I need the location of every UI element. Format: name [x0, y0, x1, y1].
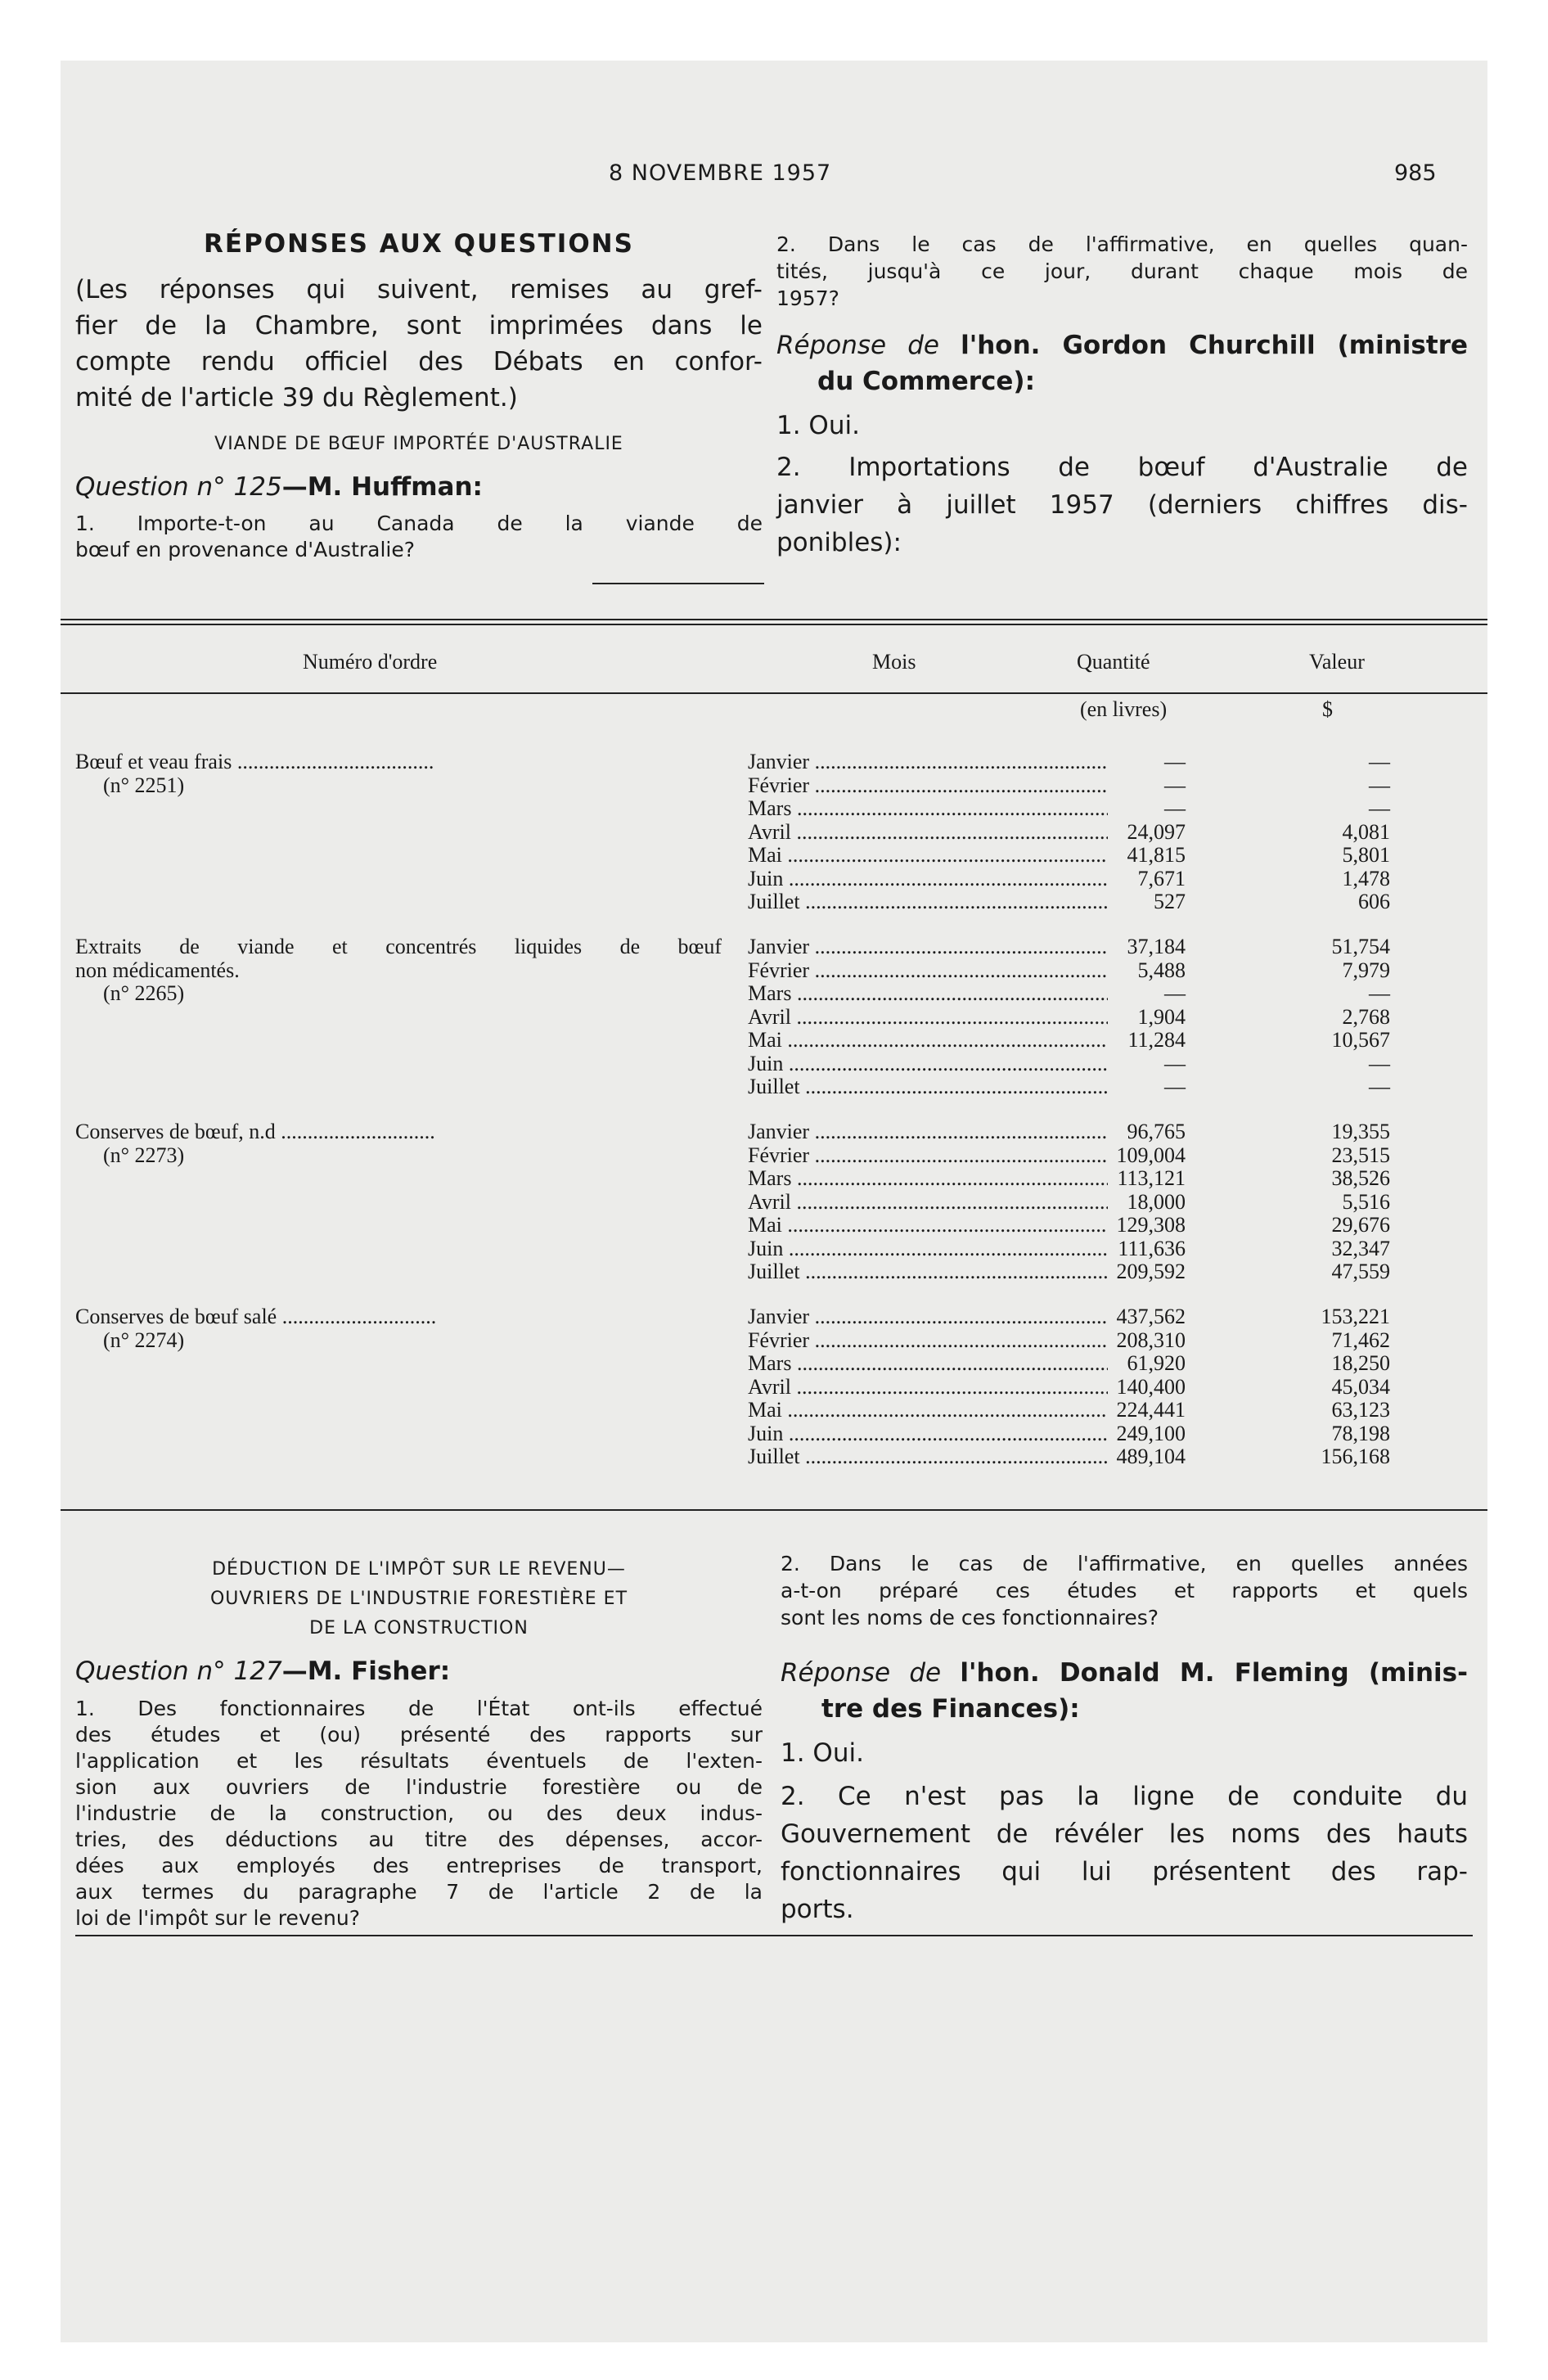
month-cell: Mai .....: [748, 1398, 1108, 1422]
month-cell: Juin .....: [748, 1422, 1108, 1446]
question-label: Question n° 125: [75, 472, 282, 502]
quantity-cell: —: [1164, 1075, 1186, 1098]
value-cell: 10,567: [1331, 1028, 1390, 1052]
month-cell: Juin .....: [748, 1237, 1108, 1261]
q2-line: sont les noms de ces fonctionnaires?: [781, 1606, 1159, 1629]
value-cell: 18,250: [1331, 1351, 1390, 1375]
month-cell: Février .....: [748, 958, 1108, 983]
q2-line: a-t-on préparé ces études et rapports et quels: [781, 1579, 1468, 1602]
quantity-cell: 224,441: [1116, 1398, 1186, 1422]
group-label: Conserves de bœuf salé .....: [75, 1305, 435, 1329]
answer-2-s2: [781, 1778, 1468, 1928]
page-date: 8 NOVEMBRE 1957: [609, 160, 832, 186]
month-cell: Avril .....: [748, 1005, 1108, 1030]
q2-line: 2. Dans le cas de l'affirmative, en quelles années: [781, 1552, 1468, 1575]
month-cell: Juillet .....: [748, 1075, 1108, 1099]
value-cell: —: [1369, 1051, 1390, 1075]
question-127-part1: [75, 1696, 763, 1931]
answer-1-s2: 1. Oui.: [781, 1738, 864, 1768]
quantity-cell: 109,004: [1116, 1143, 1186, 1167]
answer2-line: 2. Importations de bœuf d'Australie de: [776, 453, 1468, 482]
group-code: (n° 2273): [103, 1143, 185, 1167]
reponse-heading: [776, 327, 1468, 399]
month-cell: Juin .....: [748, 867, 1108, 891]
question-127-heading: [75, 1657, 450, 1686]
group-code: (n° 2274): [103, 1327, 185, 1352]
month-cell: Juin .....: [748, 1052, 1108, 1076]
reponse-heading-2: [781, 1655, 1468, 1727]
column-end-rule: [592, 583, 764, 584]
q1-line: 1. Importe-t-on au Canada de la viande de: [75, 512, 763, 535]
group-label: non médicamentés.: [75, 958, 240, 982]
subheading-viande: VIANDE DE BŒUF IMPORTÉE D'AUSTRALIE: [214, 434, 623, 454]
value-cell: 5,801: [1342, 843, 1390, 867]
value-cell: 23,515: [1331, 1143, 1390, 1167]
reponse-author: l'hon. Donald M. Fleming (minis-: [960, 1658, 1468, 1688]
month-cell: Février .....: [748, 773, 1108, 798]
month-cell: Février .....: [748, 1328, 1108, 1353]
quantity-cell: —: [1164, 750, 1186, 773]
question-125-part1: [75, 511, 763, 563]
quantity-cell: 96,765: [1127, 1120, 1186, 1143]
quantity-cell: 37,184: [1127, 935, 1186, 958]
month-cell: Mai .....: [748, 1028, 1108, 1053]
value-cell: 2,768: [1342, 1004, 1390, 1029]
q1-line: dées aux employés des entreprises de transport,: [75, 1854, 763, 1877]
quantity-cell: 7,671: [1137, 866, 1186, 890]
intro-line: (Les réponses qui suivent, remises au gref-: [75, 275, 763, 304]
quantity-cell: —: [1164, 1051, 1186, 1075]
quantity-cell: 129,308: [1116, 1213, 1186, 1237]
value-cell: —: [1369, 981, 1390, 1005]
group-label: Bœuf et veau frais .....: [75, 750, 435, 774]
quantity-cell: 489,104: [1116, 1445, 1186, 1468]
quantity-cell: 437,562: [1116, 1305, 1186, 1328]
quantity-cell: 5,488: [1137, 958, 1186, 982]
quantity-cell: 61,920: [1127, 1351, 1186, 1375]
q1-line: loi de l'impôt sur le revenu?: [75, 1906, 360, 1930]
answer2-line: 2. Ce n'est pas la ligne de conduite du: [781, 1782, 1468, 1811]
answer2-line: Gouvernement de révéler les noms des hauts: [781, 1819, 1468, 1849]
page-bottom-rule: [75, 1935, 1473, 1936]
group-label: Extraits de viande et concentrés liquides de bœuf: [75, 935, 722, 958]
value-cell: 29,676: [1331, 1213, 1390, 1237]
question-author: —M. Fisher:: [281, 1657, 451, 1686]
quantity-cell: 18,000: [1127, 1189, 1186, 1214]
reponse-author: l'hon. Gordon Churchill (ministre: [961, 331, 1469, 360]
quantity-cell: 111,636: [1118, 1236, 1186, 1260]
month-cell: Mars .....: [748, 981, 1108, 1006]
page-number: 985: [1394, 160, 1437, 186]
value-cell: —: [1369, 796, 1390, 820]
question-127-part2: [781, 1550, 1468, 1631]
quantity-cell: 249,100: [1116, 1421, 1186, 1445]
answer-2: [776, 449, 1468, 561]
section-heading: RÉPONSES AUX QUESTIONS: [204, 229, 634, 259]
table-bottom-rule: [61, 1509, 1487, 1511]
value-cell: 45,034: [1331, 1374, 1390, 1399]
col-header-numero: Numéro d'ordre: [303, 650, 438, 674]
answer2-line: janvier à juillet 1957 (derniers chiffres dis-: [776, 490, 1468, 520]
value-cell: 5,516: [1342, 1189, 1390, 1214]
quantity-cell: 11,284: [1127, 1028, 1186, 1052]
month-cell: Février .....: [748, 1143, 1108, 1168]
quantity-cell: 209,592: [1116, 1260, 1186, 1283]
month-cell: Avril .....: [748, 1190, 1108, 1215]
value-cell: 32,347: [1331, 1236, 1390, 1260]
answer2-line: ponibles):: [776, 528, 902, 557]
month-cell: Janvier .....: [748, 750, 1108, 774]
value-cell: 38,526: [1331, 1166, 1390, 1190]
value-cell: —: [1369, 773, 1390, 797]
q1-line: des études et (ou) présenté des rapports sur: [75, 1723, 763, 1747]
q1-line: l'application et les résultats éventuels de l'exten-: [75, 1749, 763, 1773]
value-cell: 7,979: [1342, 958, 1390, 982]
reponse-label: Réponse de: [776, 331, 939, 360]
month-cell: Juillet .....: [748, 1260, 1108, 1284]
unit-quantite: (en livres): [1080, 697, 1168, 721]
value-cell: 19,355: [1331, 1120, 1390, 1143]
month-cell: Juillet .....: [748, 1445, 1108, 1469]
month-cell: Mars .....: [748, 1351, 1108, 1376]
subheading-line: DÉDUCTION DE L'IMPÔT SUR LE REVENU—: [212, 1559, 626, 1580]
answer2-line: fonctionnaires qui lui présentent des rap-: [781, 1857, 1468, 1886]
group-label: Conserves de bœuf, n.d .....: [75, 1120, 435, 1144]
q1-line: 1. Des fonctionnaires de l'État ont-ils effectué: [75, 1697, 763, 1720]
value-cell: 4,081: [1342, 819, 1390, 844]
value-cell: 47,559: [1331, 1260, 1390, 1283]
value-cell: 71,462: [1331, 1327, 1390, 1352]
value-cell: 63,123: [1331, 1398, 1390, 1422]
quantity-cell: —: [1164, 981, 1186, 1005]
quantity-cell: 113,121: [1117, 1166, 1186, 1190]
subheading-line: OUVRIERS DE L'INDUSTRIE FORESTIÈRE ET: [209, 1589, 628, 1609]
group-code: (n° 2251): [103, 773, 185, 797]
subheading-line: DE LA CONSTRUCTION: [309, 1618, 529, 1639]
value-cell: 51,754: [1331, 935, 1390, 958]
question-author: —M. Huffman:: [281, 472, 483, 502]
subheading-deduction: [75, 1555, 763, 1643]
col-header-valeur: Valeur: [1309, 650, 1365, 674]
q1-line: aux termes du paragraphe 7 de l'article 2 de la: [75, 1880, 763, 1904]
value-cell: 153,221: [1321, 1305, 1390, 1328]
month-cell: Avril .....: [748, 1375, 1108, 1400]
q2-line: tités, jusqu'à ce jour, durant chaque mois de: [776, 259, 1468, 283]
reponse-author-line2: du Commerce):: [817, 367, 1035, 396]
col-header-mois: Mois: [872, 650, 916, 674]
question-label: Question n° 127: [75, 1657, 282, 1686]
table-top-rule-2: [61, 624, 1487, 625]
quantity-cell: 140,400: [1116, 1374, 1186, 1399]
document-page: [61, 61, 1487, 2342]
q1-line: l'industrie de la construction, ou des deux indus-: [75, 1801, 763, 1825]
month-cell: Avril .....: [748, 820, 1108, 845]
month-cell: Mars .....: [748, 1166, 1108, 1191]
group-code: (n° 2265): [103, 981, 185, 1005]
reponse-label: Réponse de: [781, 1658, 942, 1688]
intro-line: compte rendu officiel des Débats en confor-: [75, 347, 763, 376]
month-cell: Juillet .....: [748, 890, 1108, 914]
reponse-author-line2: tre des Finances):: [821, 1694, 1080, 1724]
q1-line: bœuf en provenance d'Australie?: [75, 538, 416, 561]
month-cell: Janvier .....: [748, 935, 1108, 959]
answer2-line: ports.: [781, 1895, 854, 1924]
value-cell: 1,478: [1342, 866, 1390, 890]
quantity-cell: 1,904: [1137, 1004, 1186, 1029]
month-cell: Mai .....: [748, 843, 1108, 868]
q1-line: sion aux ouvriers de l'industrie forestière ou de: [75, 1775, 763, 1799]
value-cell: 606: [1358, 890, 1390, 913]
quantity-cell: —: [1164, 796, 1186, 820]
value-cell: 78,198: [1331, 1421, 1390, 1445]
quantity-cell: 24,097: [1127, 819, 1186, 844]
month-cell: Mai .....: [748, 1213, 1108, 1237]
table-header-rule: [61, 692, 1487, 694]
value-cell: —: [1369, 1075, 1390, 1098]
quantity-cell: 208,310: [1116, 1327, 1186, 1352]
table-top-rule: [61, 619, 1487, 620]
month-cell: Janvier .....: [748, 1120, 1108, 1144]
q1-line: tries, des déductions au titre des dépenses, accor-: [75, 1828, 763, 1851]
quantity-cell: —: [1164, 773, 1186, 797]
intro-line: mité de l'article 39 du Règlement.): [75, 383, 518, 412]
question-125-part2: [776, 231, 1468, 312]
question-125-heading: [75, 472, 483, 502]
quantity-cell: 527: [1154, 890, 1186, 913]
col-header-quantite: Quantité: [1077, 650, 1150, 674]
value-cell: —: [1369, 750, 1390, 773]
intro-paragraph: [75, 272, 763, 416]
month-cell: Janvier .....: [748, 1305, 1108, 1329]
month-cell: Mars .....: [748, 796, 1108, 821]
intro-line: fier de la Chambre, sont imprimées dans le: [75, 311, 763, 340]
quantity-cell: 41,815: [1127, 843, 1186, 867]
unit-valeur: $: [1322, 697, 1333, 721]
answer-1: 1. Oui.: [776, 411, 860, 440]
q2-line: 2. Dans le cas de l'affirmative, en quelles quan-: [776, 232, 1468, 256]
q2-line: 1957?: [776, 286, 839, 310]
value-cell: 156,168: [1321, 1445, 1390, 1468]
